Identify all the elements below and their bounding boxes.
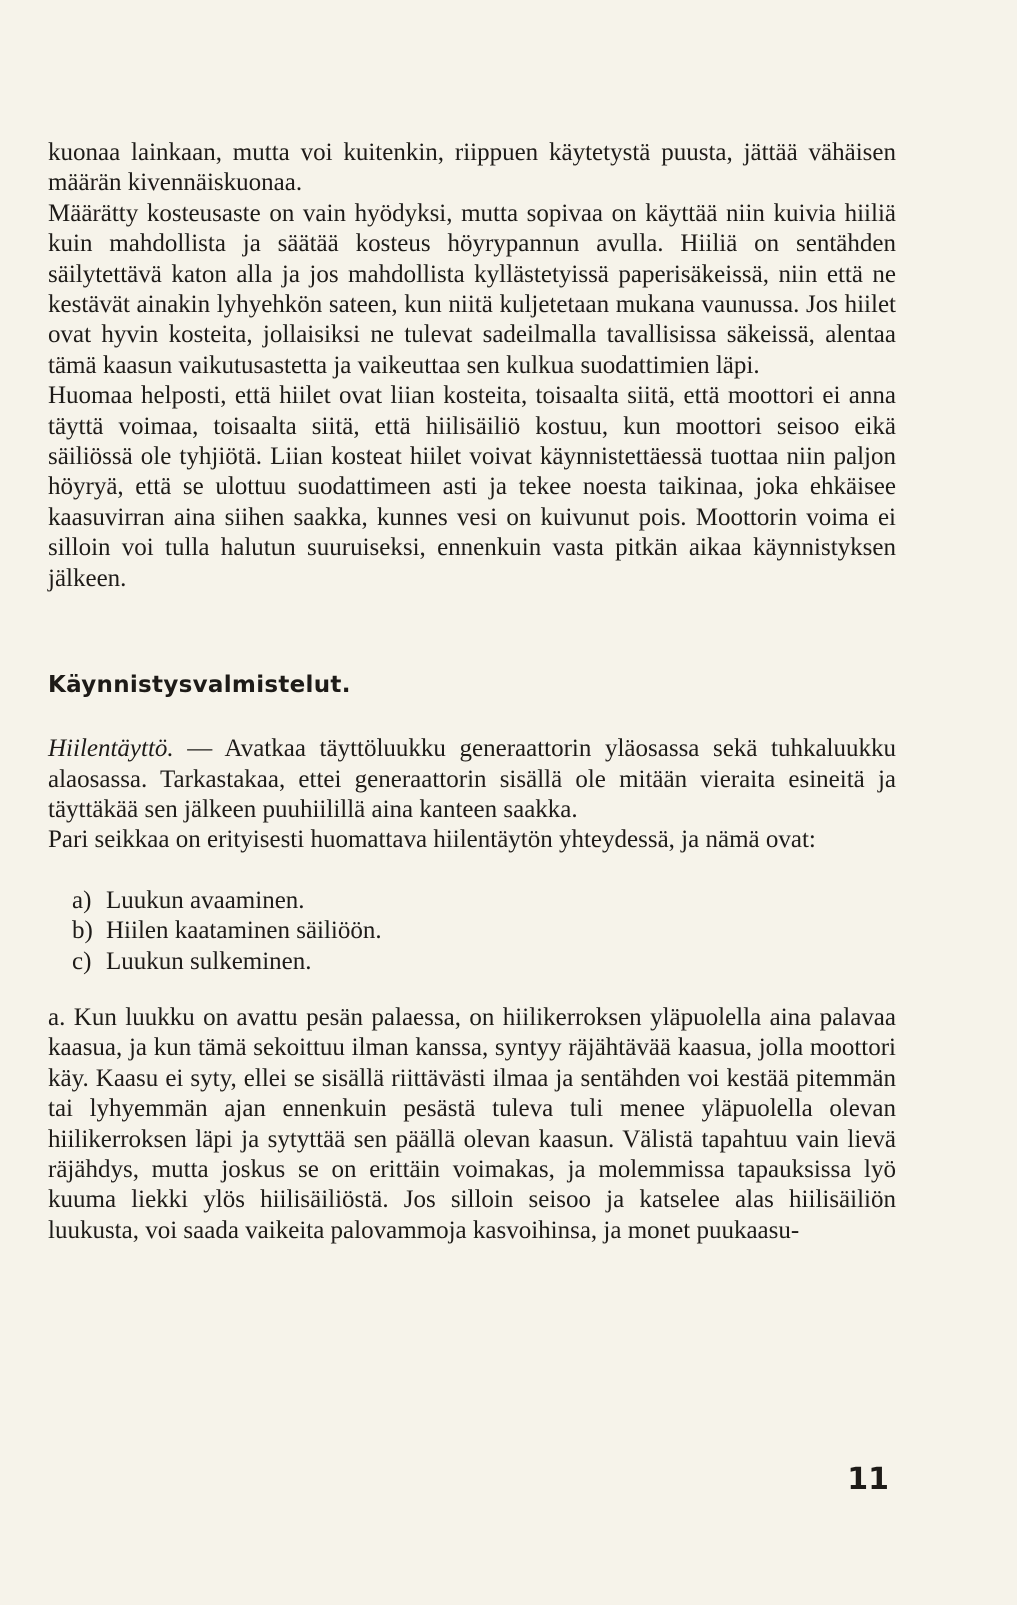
subsection-paragraph bbox=[48, 734, 896, 825]
paragraph-1: kuonaa lainkaan, mutta voi kuitenkin, riippuen käytetystä puusta, jättää vähäisen määrän kivennäiskuonaa. bbox=[48, 139, 896, 197]
subsection-title: Hiilentäyttö. bbox=[48, 735, 174, 763]
list-item bbox=[48, 947, 896, 977]
paragraph-4: Pari seikkaa on erityisesti huomattava hiilentäytön yhteydessä, ja nämä ovat: bbox=[48, 826, 816, 854]
subsection-dash: — bbox=[173, 735, 225, 763]
list-item-text: Hiilen kaataminen säiliöön. bbox=[106, 917, 382, 945]
steps-list bbox=[48, 886, 896, 977]
paragraph-5: a. Kun luukku on avattu pesän palaessa, on hiilikerroksen yläpuolella aina palavaa kaasua, ja kun tämä sekoittuu ilman kanssa, syntyy räjähtävää kaasua, jolla moottori käy. Kaasu ei syty, ellei se sisällä riittävästi ilmaa ja sentähden voi kestää pitemmän tai lyhyemmän ajan ennenkuin pesästä tuleva tuli menee yläpuolella olevan hiilikerroksen läpi ja sytyttää sen päällä olevan kaasun. Välistä tapahtuu vain lievä räjähdys, mutta joskus se on erittäin voimakas, ja molemmissa tapauksissa lyö kuuma liekki ylös hiilisäiliöstä. Jos silloin seisoo ja katselee alas hiilisäiliön luukusta, voi saada vaikeita palovammoja kasvoihinsa, ja monet puukaasu- bbox=[48, 1003, 896, 1244]
list-marker: a) bbox=[72, 886, 92, 914]
list-marker: c) bbox=[72, 947, 92, 975]
list-item bbox=[48, 916, 896, 946]
paragraph-2: Määrätty kosteusaste on vain hyödyksi, mutta sopivaa on käyttää niin kuivia hiiliä kuin mahdollista ja säätää kosteus höyrypannun avulla. Hiiliä on sentähden säilytettävä katon alla ja jos mahdollista kyllästetyissä paperisäkeissä, niin että ne kestävät ainakin lyhyehkön sateen, kun niitä kuljetetaan mukana vaunussa. Jos hiilet ovat hyvin kosteita, jollaisiksi ne tulevat sadeilmalla tavallisissa säkeissä, alentaa tämä kaasun vaikutusastetta ja vaikeuttaa sen kulkua suodattimien läpi. bbox=[48, 199, 896, 379]
list-item-text: Luukun avaaminen. bbox=[106, 886, 305, 914]
section-heading: Käynnistysvalmistelut. bbox=[48, 672, 351, 699]
page-number: 11 bbox=[847, 1462, 889, 1497]
list-item-text: Luukun sulkeminen. bbox=[106, 947, 312, 975]
paragraph-3: Huomaa helposti, että hiilet ovat liian kosteita, toisaalta siitä, että moottori ei anna täyttä voimaa, toisaalta siitä, että hiilisäiliö kostuu, kun moottori seisoo eikä säiliössä ole tyhjiötä. Liian kosteat hiilet voivat käynnistettäessä tuottaa niin paljon höyryä, että se ulottuu suodattimeen asti ja tekee noesta taikinaa, joka ehkäisee kaasuvirran aina siihen saakka, kunnes vesi on kuivunut pois. Moottorin voima ei silloin voi tulla halutun suuruiseksi, ennenkuin vasta pitkän aikaa käynnistyksen jälkeen. bbox=[48, 382, 896, 592]
subsection-text: Avatkaa täyttöluukku generaattorin yläosassa sekä tuhkaluukku alaosassa. Tarkastakaa, ettei generaattorin sisällä ole mitään vieraita esineitä ja täyttäkää sen jälkeen puuhiilillä aina kanteen saakka. bbox=[48, 735, 897, 823]
page-body bbox=[48, 138, 896, 1246]
list-marker: b) bbox=[72, 917, 93, 945]
list-item bbox=[48, 886, 896, 916]
